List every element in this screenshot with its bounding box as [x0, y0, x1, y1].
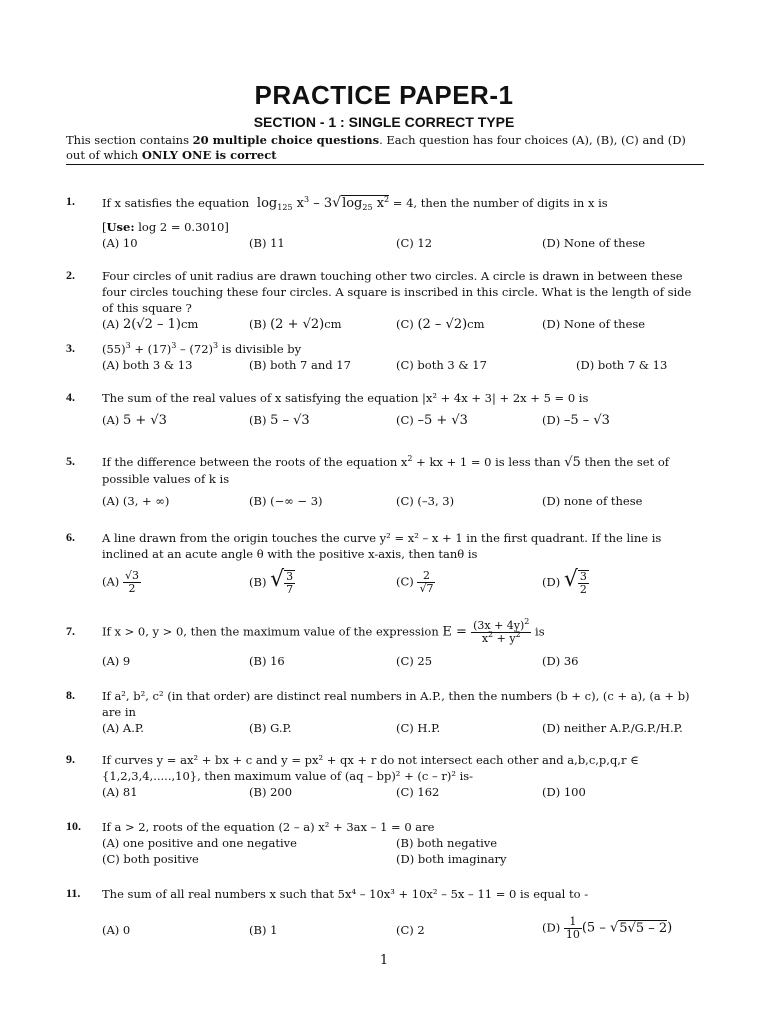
question-number: 2. — [66, 268, 75, 282]
options-row — [102, 835, 706, 851]
question-text-b: = 4, then the number of digits in x is — [389, 196, 608, 210]
question-text: If the difference between the roots of the equation $x^2$ + kx + 1 = 0 is less than √5 then the set of possible values of k is — [102, 454, 670, 486]
section-divider — [66, 164, 704, 165]
intro-text-mid: . Each question has four choices (A), (B), (C) and (D) out of which — [66, 133, 686, 162]
option-a[interactable]: (A) 10 — [102, 236, 138, 250]
intro-bold-count: 20 multiple choice questions — [192, 133, 380, 147]
options-row — [102, 316, 706, 336]
option-a[interactable]: (A) 2(√2 – 1)cm — [102, 317, 199, 332]
equation-log: $\log_{125} x^3 - 3√\log_{25}$ $x^2$ — [252, 195, 390, 212]
page-number: 1 — [379, 953, 389, 968]
option-b[interactable]: (B) (2 + √2)cm — [249, 317, 342, 332]
option-d[interactable]: (D) 36 — [542, 654, 579, 668]
option-d[interactable]: (D) None of these — [542, 236, 646, 250]
question-number: 7. — [66, 624, 75, 638]
question-number: 8. — [66, 688, 75, 702]
option-a[interactable]: (A) 9 — [102, 654, 131, 668]
option-b[interactable]: (B) 11 — [249, 236, 285, 250]
option-c[interactable]: (C) H.P. — [396, 721, 441, 735]
option-c[interactable]: (C) –5 + √3 — [396, 413, 468, 428]
option-d[interactable]: (D) 100 — [542, 785, 586, 799]
option-c[interactable]: (C) 12 — [396, 236, 433, 250]
options-row — [102, 851, 706, 867]
intro-bold-one: ONLY ONE is correct — [141, 148, 277, 162]
option-d[interactable]: (D) –5 – √3 — [542, 413, 610, 428]
option-c[interactable]: (C) (–3, 3) — [396, 494, 455, 508]
question-text: If a > 2, roots of the equation (2 – a) x² + 3ax – 1 = 0 are — [102, 820, 435, 834]
option-a[interactable]: (A) 0 — [102, 923, 131, 937]
paper-title: PRACTICE PAPER-1 — [254, 80, 514, 110]
option-a[interactable]: (A) both 3 & 13 — [102, 358, 193, 372]
question-number: 10. — [66, 819, 81, 833]
question-text: The sum of all real numbers x such that 5x⁴ – 10x³ + 10x² – 5x – 11 = 0 is equal to - — [102, 887, 589, 901]
question-number: 4. — [66, 390, 75, 404]
option-b[interactable]: (B) 200 — [249, 785, 293, 799]
option-d[interactable]: (D) $\frac{1}{10}$ (5 – √5√5 – 2) — [542, 915, 673, 941]
option-a[interactable]: (A) 5 + √3 — [102, 413, 167, 428]
options-row — [102, 720, 706, 736]
question-number: 1. — [66, 194, 75, 208]
question-text: If a², b², c² (in that order) are distinct real numbers in A.P., then the numbers (b + c), (c + a), (a + b) are in — [102, 689, 690, 719]
question-hint: [Use: log 2 = 0.3010] — [102, 220, 229, 234]
options-row — [102, 357, 706, 373]
options-row — [102, 653, 706, 669]
option-d[interactable]: (D) √ $\frac{3}{2}$ — [542, 567, 587, 596]
option-c[interactable]: (C) $\frac{2}{√7}$ — [396, 569, 434, 595]
question-number: 11. — [66, 886, 81, 900]
option-b[interactable]: (B) 1 — [249, 923, 278, 937]
option-b[interactable]: (B) 5 – √3 — [249, 413, 310, 428]
option-c[interactable]: (C) both positive — [102, 852, 199, 866]
question-text: The sum of the real values of x satisfying the equation |x² + 4x + 3| + 2x + 5 = 0 is — [102, 391, 589, 405]
question-text: Four circles of unit radius are drawn touching other two circles. A circle is drawn in between these four circles touching these four circles. A square is inscribed in this circle. What is the length of side of this square ? — [102, 269, 692, 315]
option-d[interactable]: (D) both imaginary — [396, 852, 507, 866]
option-a[interactable]: (A) (3, + ∞) — [102, 494, 170, 508]
option-c[interactable]: (C) 25 — [396, 654, 433, 668]
question-text: A line drawn from the origin touches the curve y² = x² – x + 1 in the first quadrant. If the line is inclined at an acute angle θ with the positive x-axis, then tanθ is — [102, 531, 662, 561]
option-b[interactable]: (B) (−∞ − 3) — [249, 494, 323, 508]
options-row — [102, 493, 706, 509]
question-number: 5. — [66, 454, 75, 468]
option-d[interactable]: (D) none of these — [542, 494, 643, 508]
question-text: If x > 0, y > 0, then the maximum value of the expression E = $\frac{(3x + 4y)^2}{x^2 + y^2}$ is — [102, 617, 545, 645]
question-text: $(55)^3 + (17)^3 - (72)^3$ is divisible by — [102, 341, 302, 356]
options-row — [102, 412, 706, 432]
option-c[interactable]: (C) 2 — [396, 923, 425, 937]
option-c[interactable]: (C) both 3 & 17 — [396, 358, 487, 372]
options-row — [102, 567, 706, 602]
option-a[interactable]: (A) A.P. — [102, 721, 144, 735]
question-number: 9. — [66, 752, 75, 766]
options-row — [102, 784, 706, 800]
question-number: 3. — [66, 341, 75, 355]
section-title: SECTION - 1 : SINGLE CORRECT TYPE — [253, 114, 515, 130]
intro-text: This section contains — [66, 133, 193, 147]
option-b[interactable]: (B) both negative — [396, 836, 498, 850]
options-row — [102, 916, 706, 942]
option-d[interactable]: (D) both 7 & 13 — [576, 358, 668, 372]
option-a[interactable]: (A) $\frac{√3}{2}$ — [102, 569, 139, 595]
question-text — [102, 194, 706, 213]
option-c[interactable]: (C) 162 — [396, 785, 440, 799]
option-b[interactable]: (B) √ $\frac{3}{7}$ — [249, 567, 294, 596]
section-instructions — [66, 133, 706, 163]
option-d[interactable]: (D) None of these — [542, 317, 646, 331]
option-b[interactable]: (B) 16 — [249, 654, 285, 668]
option-a[interactable]: (A) one positive and one negative — [102, 836, 297, 850]
option-b[interactable]: (B) both 7 and 17 — [249, 358, 351, 372]
question-text: If curves y = ax² + bx + c and y = px² + qx + r do not intersect each other and a,b,c,p,q,r ∈ {1,2,3,4,.....,10}, then maximum value of (aq – bp)² + (c – r)² is- — [102, 753, 639, 783]
question-text-a: If x satisfies the equation — [102, 196, 250, 210]
option-d[interactable]: (D) neither A.P./G.P./H.P. — [542, 721, 683, 735]
options-row — [102, 235, 706, 251]
question-number: 6. — [66, 530, 75, 544]
option-b[interactable]: (B) G.P. — [249, 721, 292, 735]
option-c[interactable]: (C) (2 – √2)cm — [396, 317, 485, 332]
option-a[interactable]: (A) 81 — [102, 785, 138, 799]
